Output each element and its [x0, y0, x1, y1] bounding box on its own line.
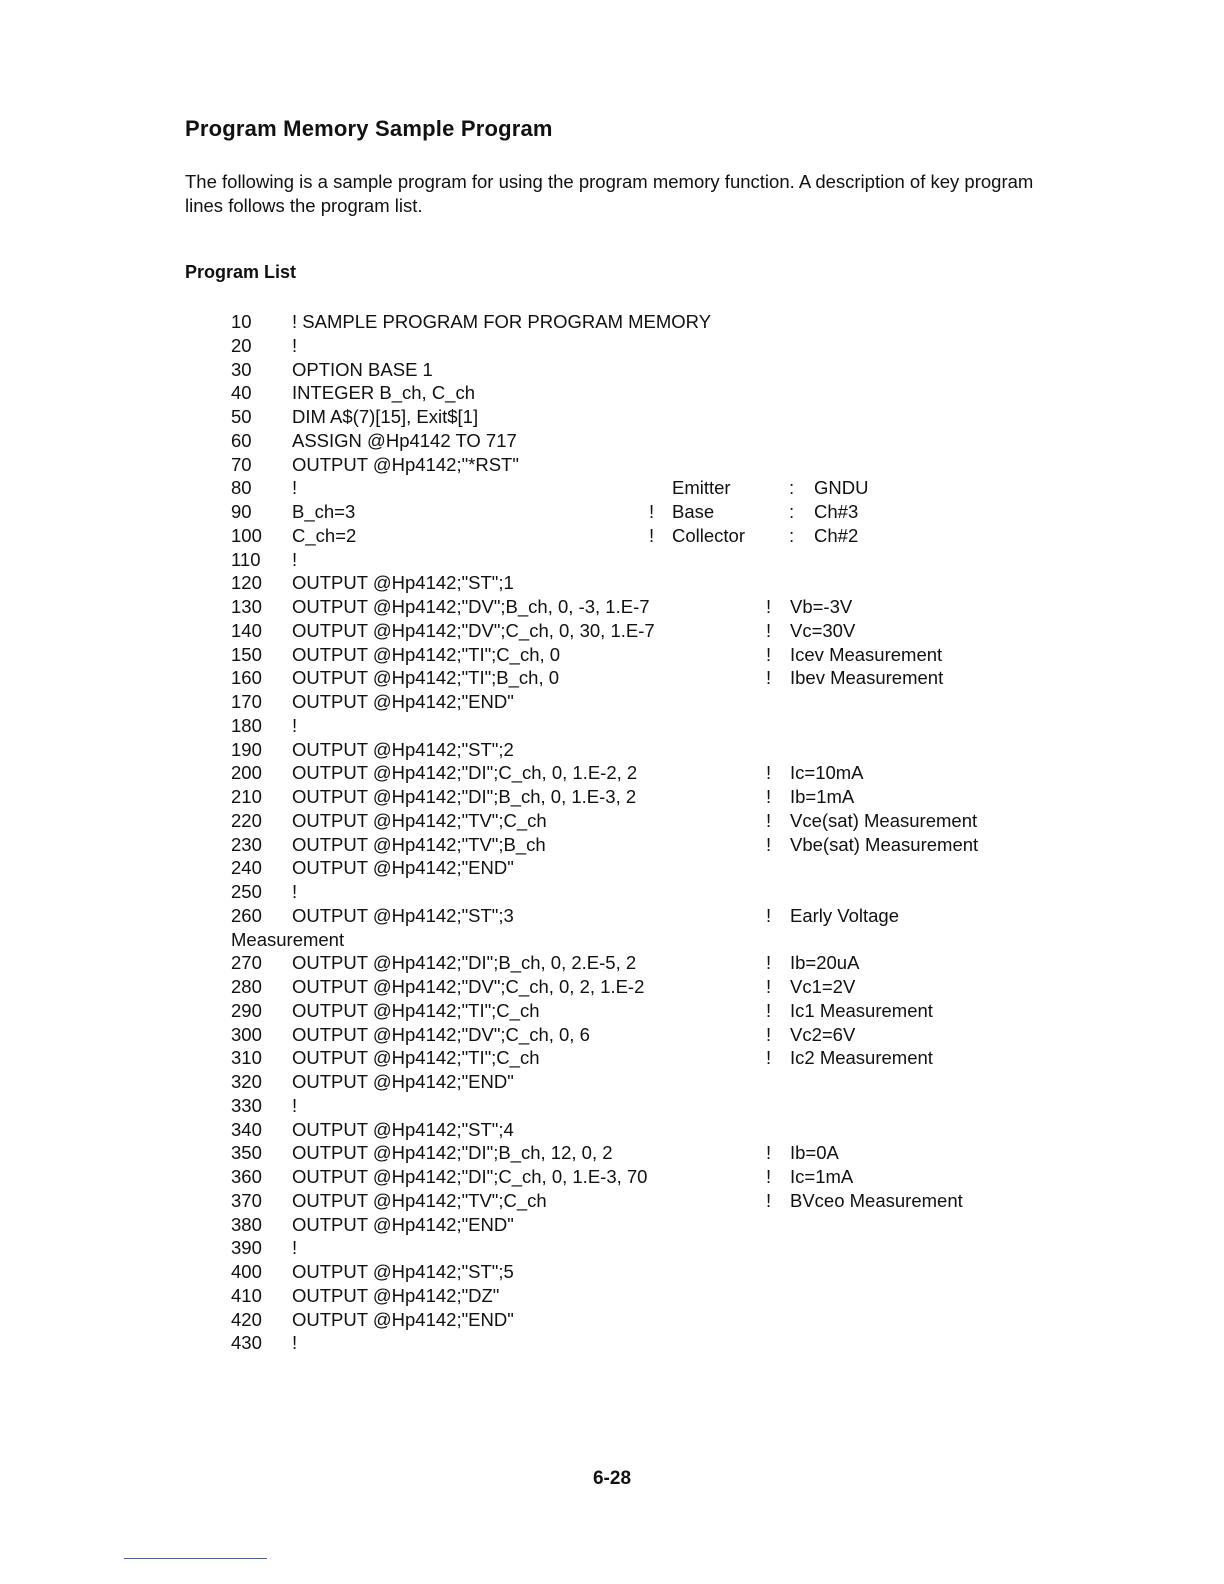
program-line — [231, 1118, 1031, 1142]
line-code: OUTPUT @Hp4142;"TV";C_ch — [292, 1189, 547, 1211]
line-number: 350 — [231, 1142, 262, 1164]
line-number: 270 — [231, 952, 262, 974]
connection-marker: ! — [649, 524, 655, 546]
page-number: 6-28 — [592, 1468, 632, 1489]
program-line — [231, 453, 1031, 477]
line-number: 420 — [231, 1308, 262, 1330]
line-number: 120 — [231, 572, 262, 594]
line-comment: Vc1=2V — [790, 976, 856, 997]
line-code: ASSIGN @Hp4142 TO 717 — [292, 429, 517, 451]
line-code: OUTPUT @Hp4142;"TV";C_ch — [292, 809, 547, 831]
line-number: 190 — [231, 738, 262, 760]
line-number: 20 — [231, 334, 252, 356]
line-comment: Ic1 Measurement — [790, 999, 933, 1021]
program-line — [231, 1213, 1031, 1237]
connection-marker: ! — [649, 501, 655, 522]
program-line — [231, 690, 1031, 714]
program-line — [231, 1236, 1031, 1260]
line-code: OUTPUT @Hp4142;"TI";B_ch, 0 — [292, 667, 560, 689]
line-number: 140 — [231, 619, 262, 641]
line-number: 30 — [231, 358, 252, 380]
line-comment: Ib=0A — [790, 1142, 839, 1164]
line-code: OUTPUT @Hp4142;"DI";C_ch, 0, 1.E-2, 2 — [292, 762, 638, 784]
line-number: 250 — [231, 881, 262, 902]
line-number: 380 — [231, 1213, 262, 1235]
line-code: ! — [292, 334, 298, 356]
line-code: OUTPUT @Hp4142;"ST";4 — [292, 1118, 514, 1140]
line-number: 290 — [231, 999, 262, 1021]
line-comment: Vb=-3V — [790, 596, 853, 617]
line-number: 40 — [231, 382, 252, 404]
connection-colon: : — [789, 524, 795, 546]
program-line — [231, 1046, 1031, 1070]
line-code: OUTPUT @Hp4142;"DI";B_ch, 0, 2.E-5, 2 — [292, 952, 637, 974]
line-code: OUTPUT @Hp4142;"END" — [292, 691, 514, 712]
line-comment: Early Voltage — [790, 904, 900, 926]
line-number: 60 — [231, 429, 252, 451]
comment-marker: ! — [766, 809, 772, 831]
line-number: 310 — [231, 1047, 262, 1069]
program-line — [231, 358, 1031, 382]
line-number: 230 — [231, 833, 262, 855]
line-code: OUTPUT @Hp4142;"*RST" — [292, 453, 519, 475]
line-number: 180 — [231, 714, 262, 736]
line-number: 280 — [231, 976, 262, 997]
connection-channel: GNDU — [814, 477, 869, 499]
program-line — [231, 571, 1031, 595]
line-code: OUTPUT @Hp4142;"END" — [292, 1213, 514, 1235]
line-code: OUTPUT @Hp4142;"ST";5 — [292, 1261, 514, 1282]
line-comment: Vc=30V — [790, 619, 856, 641]
line-code: OUTPUT @Hp4142;"DV";C_ch, 0, 6 — [292, 1023, 590, 1045]
line-comment: Ic=10mA — [790, 762, 864, 784]
line-number: 80 — [231, 477, 252, 499]
line-code: OUTPUT @Hp4142;"END" — [292, 1308, 514, 1330]
comment-marker: ! — [766, 1047, 772, 1069]
comment-marker: ! — [766, 952, 772, 974]
program-line — [231, 310, 1031, 334]
connection-colon: : — [789, 501, 795, 522]
program-line — [231, 809, 1031, 833]
line-code: ! — [292, 477, 298, 499]
line-number: 360 — [231, 1166, 262, 1187]
program-line — [231, 405, 1031, 429]
line-code: ! SAMPLE PROGRAM FOR PROGRAM MEMORY — [292, 311, 712, 332]
comment-marker: ! — [766, 667, 772, 689]
line-number: 430 — [231, 1332, 262, 1354]
program-line — [231, 738, 1031, 762]
program-line — [231, 1094, 1031, 1118]
line-code: ! — [292, 714, 298, 736]
line-code: OUTPUT @Hp4142;"DV";C_ch, 0, 30, 1.E-7 — [292, 619, 655, 641]
line-number: 160 — [231, 667, 262, 689]
program-line — [231, 904, 1031, 928]
program-line — [231, 524, 1031, 548]
program-line — [231, 500, 1031, 524]
connection-colon: : — [789, 477, 795, 499]
program-line — [231, 666, 1031, 690]
comment-marker: ! — [766, 1023, 772, 1045]
line-number: 100 — [231, 524, 262, 546]
line-code: OUTPUT @Hp4142;"TV";B_ch — [292, 833, 546, 855]
line-comment: Ib=1mA — [790, 786, 855, 807]
line-code: OUTPUT @Hp4142;"END" — [292, 1071, 514, 1092]
section-heading: Program List — [185, 262, 297, 282]
comment-marker: ! — [766, 833, 772, 855]
program-line — [231, 951, 1031, 975]
line-code: INTEGER B_ch, C_ch — [292, 382, 476, 404]
program-line — [231, 1189, 1031, 1213]
comment-marker: ! — [766, 596, 772, 617]
program-line — [231, 643, 1031, 667]
program-line — [231, 785, 1031, 809]
line-code: OUTPUT @Hp4142;"TI";C_ch — [292, 1047, 540, 1069]
line-number: 90 — [231, 501, 252, 522]
line-number: 110 — [231, 548, 261, 570]
line-comment: Ic2 Measurement — [790, 1047, 933, 1069]
line-code: OUTPUT @Hp4142;"ST";1 — [292, 572, 514, 594]
line-comment: BVceo Measurement — [790, 1189, 963, 1211]
line-comment: Vbe(sat) Measurement — [790, 833, 979, 855]
connection-terminal: Base — [672, 501, 715, 522]
line-code: OUTPUT @Hp4142;"ST";2 — [292, 738, 514, 760]
program-line — [231, 1260, 1031, 1284]
line-comment: Icev Measurement — [790, 643, 943, 665]
program-line — [231, 595, 1031, 619]
program-line — [231, 1284, 1031, 1308]
line-number: 170 — [231, 691, 262, 712]
program-line — [231, 548, 1031, 572]
line-code: OUTPUT @Hp4142;"TI";C_ch — [292, 999, 540, 1021]
program-line — [231, 761, 1031, 785]
line-code: ! — [292, 1332, 298, 1354]
line-number: 10 — [231, 311, 252, 332]
line-number: 340 — [231, 1118, 262, 1140]
connection-channel: Ch#2 — [814, 524, 859, 546]
line-code: OUTPUT @Hp4142;"DV";C_ch, 0, 2, 1.E-2 — [292, 976, 645, 997]
program-line — [231, 1141, 1031, 1165]
line-code: B_ch=3 — [292, 501, 356, 522]
line-comment: Ic=1mA — [790, 1166, 854, 1187]
line-code: OUTPUT @Hp4142;"TI";C_ch, 0 — [292, 643, 561, 665]
footnote-rule — [124, 1558, 267, 1559]
line-code: OUTPUT @Hp4142;"DI";B_ch, 12, 0, 2 — [292, 1142, 613, 1164]
line-number: 150 — [231, 643, 262, 665]
page-title: Program Memory Sample Program — [185, 116, 553, 141]
intro-paragraph: The following is a sample program for using the program memory function. A description of key program lines follows the program list. — [185, 171, 1034, 216]
program-line — [231, 334, 1031, 358]
comment-marker: ! — [766, 786, 772, 807]
program-line — [231, 1308, 1031, 1332]
line-code: OUTPUT @Hp4142;"ST";3 — [292, 904, 514, 926]
program-line — [231, 856, 1031, 880]
line-code: ! — [292, 548, 298, 570]
program-line — [231, 999, 1031, 1023]
line-comment: Ibev Measurement — [790, 667, 944, 689]
line-code: OUTPUT @Hp4142;"DZ" — [292, 1284, 500, 1306]
line-code: OUTPUT @Hp4142;"DV";B_ch, 0, -3, 1.E-7 — [292, 596, 650, 617]
line-comment: Vc2=6V — [790, 1023, 856, 1045]
line-number: 70 — [231, 453, 252, 475]
comment-marker: ! — [766, 1166, 772, 1187]
program-line-continuation — [231, 928, 1031, 952]
line-number: 300 — [231, 1023, 262, 1045]
line-number: 50 — [231, 406, 252, 427]
line-number: 240 — [231, 857, 262, 879]
line-code: OUTPUT @Hp4142;"END" — [292, 857, 514, 879]
line-code: OUTPUT @Hp4142;"DI";B_ch, 0, 1.E-3, 2 — [292, 786, 637, 807]
program-line — [231, 975, 1031, 999]
program-line — [231, 714, 1031, 738]
line-code: ! — [292, 1094, 298, 1116]
line-comment: Ib=20uA — [790, 952, 860, 974]
line-code: DIM A$(7)[15], Exit$[1] — [292, 406, 479, 427]
comment-marker: ! — [766, 904, 772, 926]
line-number: 200 — [231, 762, 262, 784]
line-number: 260 — [231, 904, 262, 926]
program-line — [231, 381, 1031, 405]
line-number: 390 — [231, 1237, 262, 1259]
comment-marker: ! — [766, 999, 772, 1021]
program-line — [231, 1070, 1031, 1094]
program-line — [231, 476, 1031, 500]
program-line — [231, 1331, 1031, 1355]
line-number: 210 — [231, 786, 262, 807]
line-number: 370 — [231, 1189, 262, 1211]
line-number: 400 — [231, 1261, 262, 1282]
connection-terminal: Collector — [672, 524, 745, 546]
comment-marker: ! — [766, 976, 772, 997]
line-code: C_ch=2 — [292, 524, 357, 546]
line-code: OUTPUT @Hp4142;"DI";C_ch, 0, 1.E-3, 70 — [292, 1166, 648, 1187]
line-wrap-text: Measurement — [231, 928, 345, 950]
comment-marker: ! — [766, 762, 772, 784]
program-line — [231, 619, 1031, 643]
line-number: 320 — [231, 1071, 262, 1092]
program-line — [231, 1165, 1031, 1189]
program-listing — [231, 310, 1031, 1355]
connection-terminal: Emitter — [672, 477, 731, 499]
line-number: 220 — [231, 809, 262, 831]
program-line — [231, 1023, 1031, 1047]
line-comment: Vce(sat) Measurement — [790, 809, 978, 831]
connection-channel: Ch#3 — [814, 501, 859, 522]
comment-marker: ! — [766, 643, 772, 665]
comment-marker: ! — [766, 619, 772, 641]
comment-marker: ! — [766, 1142, 772, 1164]
line-number: 330 — [231, 1094, 262, 1116]
comment-marker: ! — [766, 1189, 772, 1211]
program-line — [231, 429, 1031, 453]
program-line — [231, 880, 1031, 904]
line-code: OPTION BASE 1 — [292, 358, 433, 380]
line-number: 410 — [231, 1284, 262, 1306]
line-code: ! — [292, 1237, 298, 1259]
line-code: ! — [292, 881, 298, 902]
line-number: 130 — [231, 596, 262, 617]
program-line — [231, 833, 1031, 857]
